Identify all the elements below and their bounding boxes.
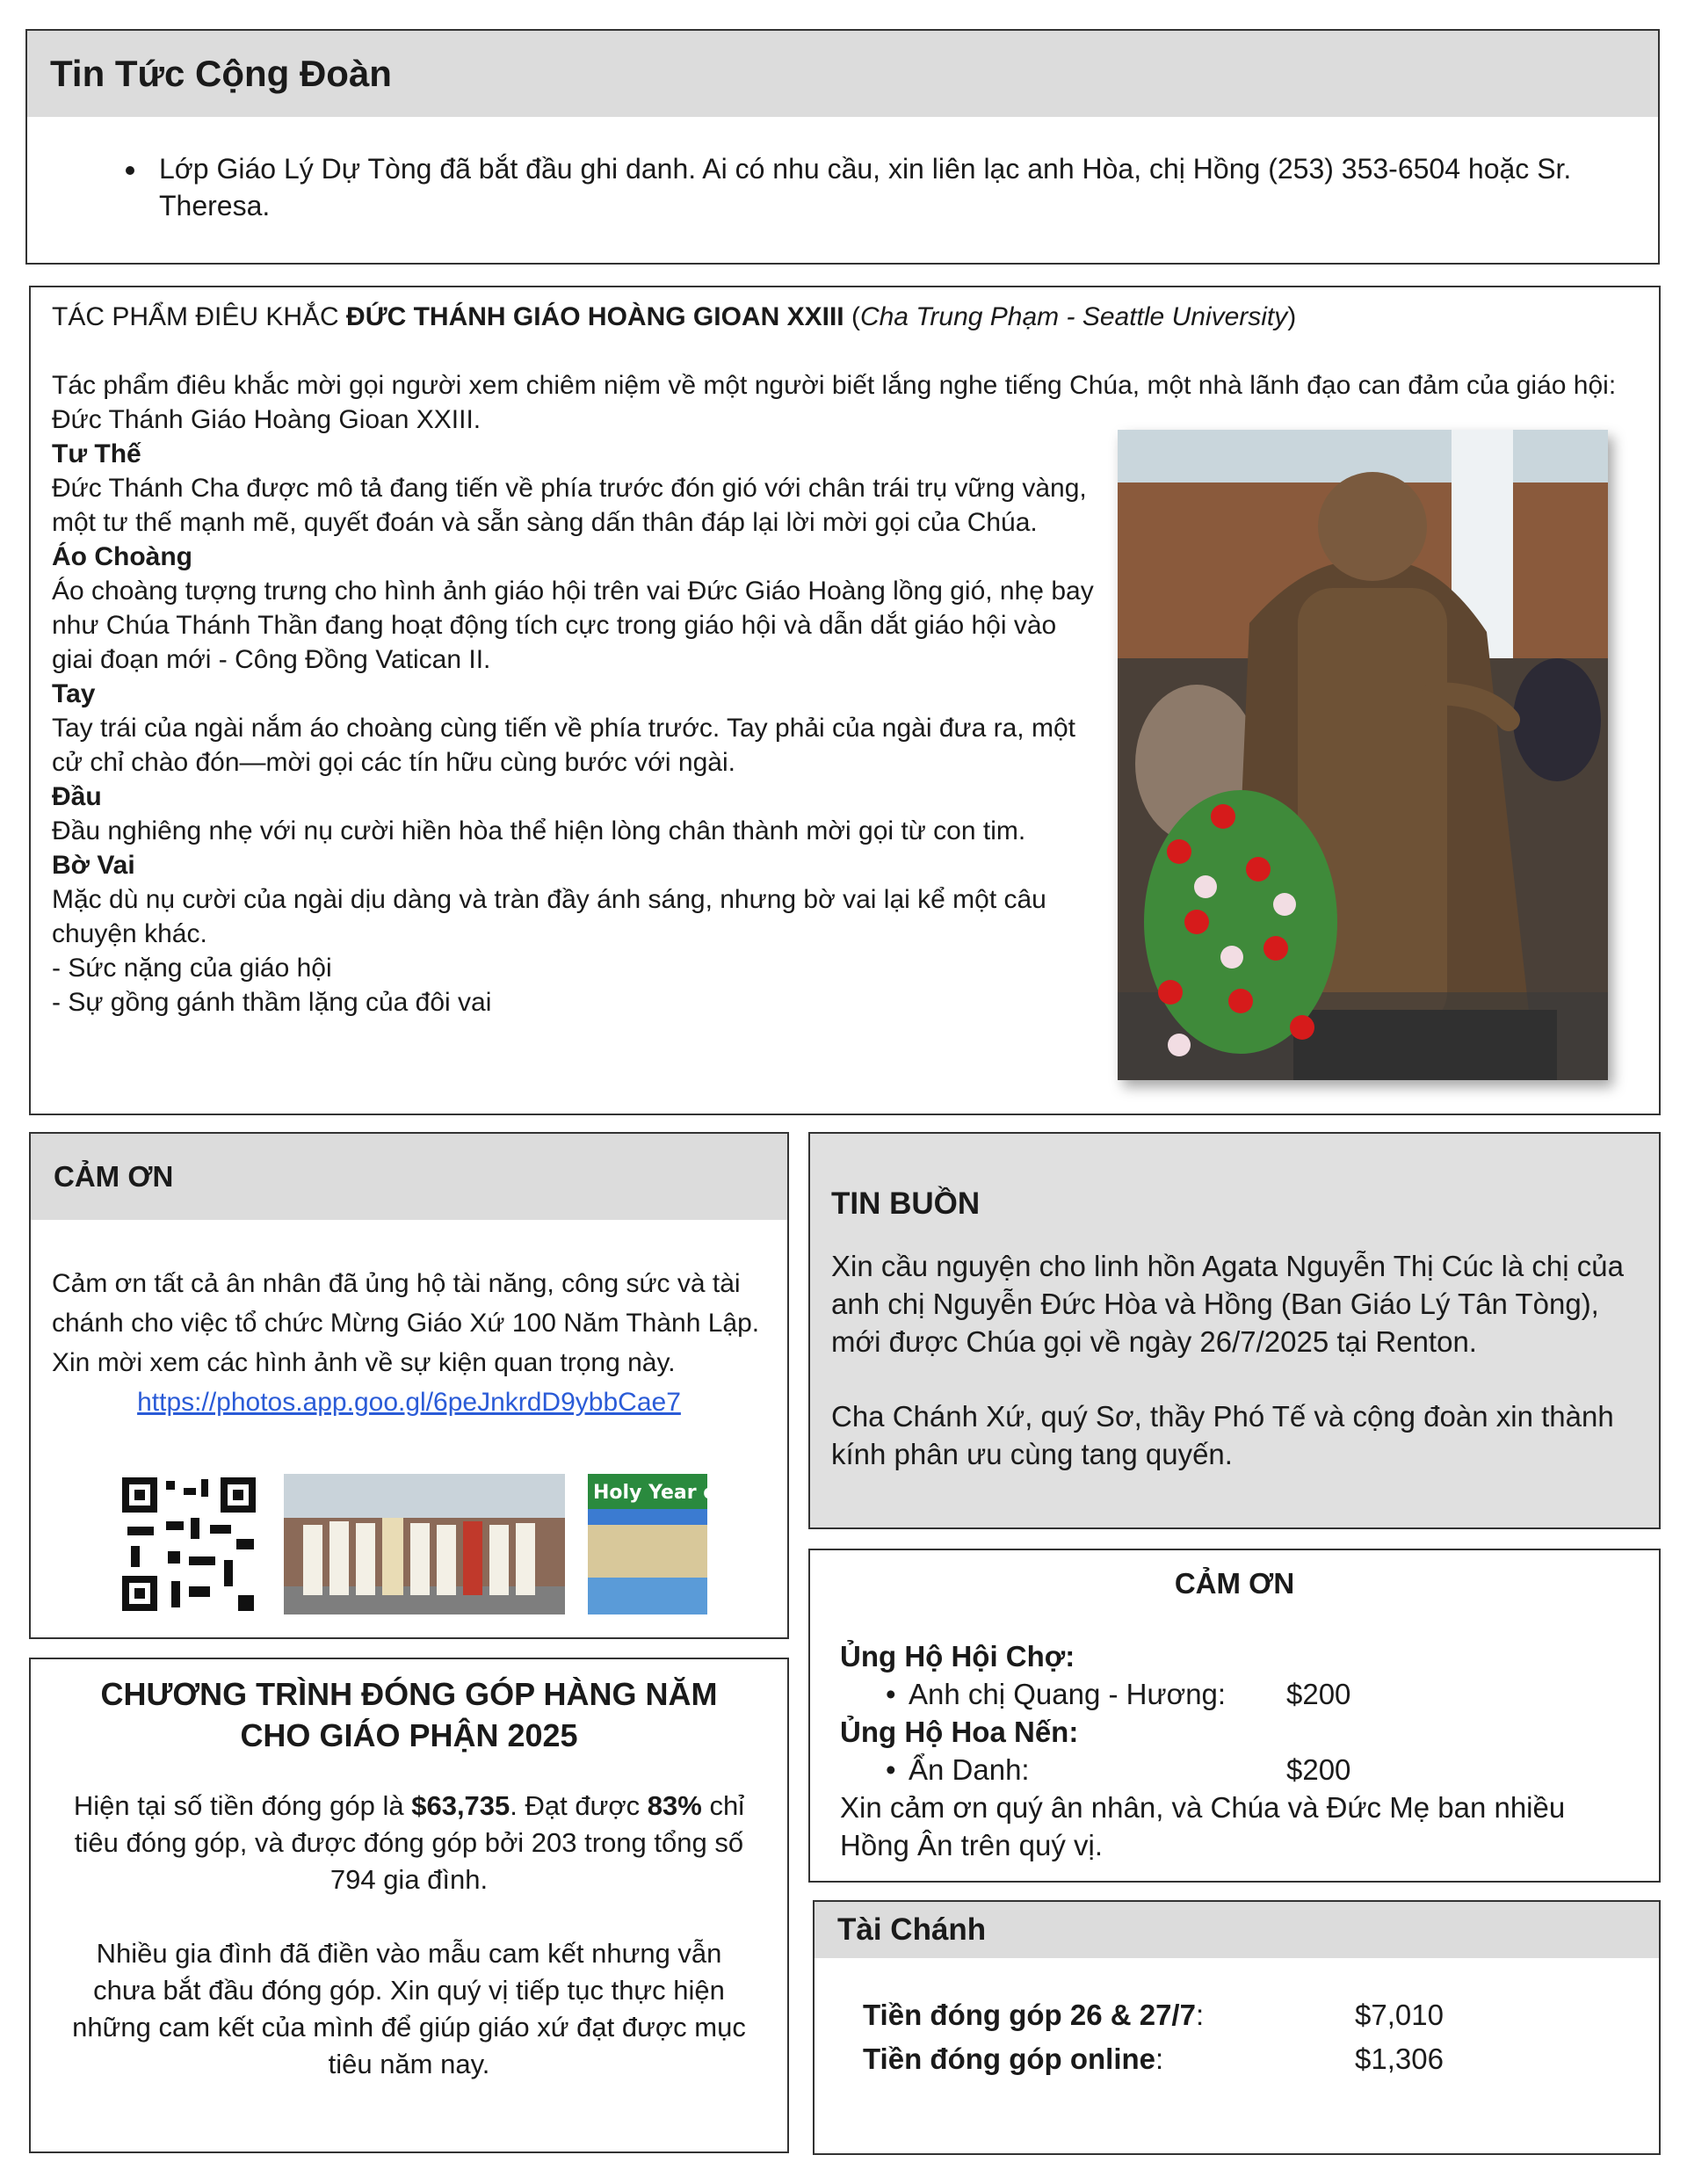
finance-row-online: Tiền đóng góp online: $1,306	[863, 2037, 1611, 2081]
sculpture-intro: Tác phẩm điêu khắc mời gọi người xem chiêm niệm về một người biết lắng nghe tiếng Chúa, một nhà lãnh đạo can đảm của giáo hội: Đức Thánh Giáo Hoàng Gioan XXIII.	[52, 371, 1617, 434]
sculpture-article-box	[29, 286, 1661, 1115]
finance-amount-online: $1,306	[1355, 2043, 1444, 2075]
thanks-donors-closing: Xin cảm ơn quý ân nhân, và Chúa và Đức Mẹ ban nhiều Hồng Ân trên quý vị.	[840, 1791, 1566, 1861]
diocese-appeal-status: Hiện tại số tiền đóng góp là $63,735. Đạt được 83% chỉ tiêu đóng góp, và được đóng góp bởi 203 trong tổng số 794 gia đình.	[73, 1790, 745, 1895]
community-news-list	[27, 150, 1658, 224]
qr-code-icon	[119, 1474, 259, 1614]
section-text-shoulders: Mặc dù nụ cười của ngài dịu dàng và tràn đầy ánh sáng, nhưng bờ vai lại kể một câu chuyện khác.	[52, 885, 1046, 948]
donor-amount: $200	[1286, 1753, 1351, 1786]
condolence-title: TIN BUỒN	[831, 1186, 981, 1221]
thanks-centennial-invite: Xin mời xem các hình ảnh về sự kiện quan trọng này.	[52, 1348, 676, 1377]
diocese-appeal-title: CHƯƠNG TRÌNH ĐÓNG GÓP HÀNG NĂM CHO GIÁO PHẬN 2025	[100, 1676, 718, 1753]
finance-box	[813, 1900, 1661, 2155]
statue-photo	[1118, 430, 1608, 1080]
section-heading-shoulders: Bờ Vai	[52, 851, 135, 880]
section-text-posture: Đức Thánh Cha được mô tả đang tiến về phía trước đón gió với chân trái trụ vững vàng, một tư thế mạnh mẽ, quyết đoán và sẵn sàng dấn thân đáp lại lời mời gọi của Chúa.	[52, 474, 1087, 537]
diocese-appeal-box	[29, 1658, 789, 2153]
community-news-item: • Lớp Giáo Lý Dự Tòng đã bắt đầu ghi danh. Ai có nhu cầu, xin liên lạc anh Hòa, chị Hồng (253) 353-6504 hoặc Sr. Theresa.	[148, 150, 1632, 224]
banner-text: Holy Year o	[593, 1482, 707, 1504]
event-thumbnails	[92, 1472, 707, 1617]
thumbnail-strip	[92, 1472, 707, 1617]
section-heading-posture: Tư Thế	[52, 439, 141, 468]
section-heading-head: Đầu	[52, 782, 102, 811]
sculpture-title: TÁC PHẨM ĐIÊU KHẮC ĐỨC THÁNH GIÁO HOÀNG GIOAN XXIII (Cha Trung Phạm - Seattle University)	[52, 302, 1297, 331]
donor-group-flowers: Ủng Hộ Hoa Nến:	[840, 1716, 1079, 1748]
finance-amount-weekend: $7,010	[1355, 1999, 1444, 2031]
donor-row: • Anh chị Quang - Hương: $200	[840, 1675, 1629, 1713]
thanks-donors-box	[808, 1549, 1661, 1883]
finance-row-weekend: Tiền đóng góp 26 & 27/7: $7,010	[863, 1993, 1611, 2037]
thanks-centennial-body	[31, 1220, 787, 1422]
section-text-cloak: Áo choàng tượng trưng cho hình ảnh giáo hội trên vai Đức Giáo Hoàng lồng gió, nhẹ bay như Chúa Thánh Thần đang hoạt động tích cực trong giáo hội và dẫn dắt giáo hội vào giai đoạn mới - Công Đồng Vatican II.	[52, 577, 1094, 674]
community-news-title: Tin Tức Cộng Đoàn	[27, 31, 1658, 117]
donor-group-fair: Ủng Hộ Hội Chợ:	[840, 1640, 1075, 1672]
thanks-centennial-box	[29, 1132, 789, 1639]
photos-link[interactable]: https://photos.app.goo.gl/6peJnkrdD9ybbCae7	[137, 1388, 681, 1417]
section-heading-cloak: Áo Choàng	[52, 542, 192, 571]
shoulders-bullet-2: - Sự gồng gánh thầm lặng của đôi vai	[52, 988, 492, 1017]
shoulders-bullet-1: - Sức nặng của giáo hội	[52, 954, 332, 983]
group-photo-thumbnail	[284, 1474, 565, 1614]
community-news-box	[25, 29, 1660, 265]
appeal-percent: 83%	[647, 1790, 702, 1821]
thanks-centennial-text: Cảm ơn tất cả ân nhân đã ủng hộ tài năng, công sức và tài chánh cho việc tổ chức Mừng Giáo Xứ 100 Năm Thành Lập.	[52, 1269, 760, 1338]
condolence-sympathy: Cha Chánh Xứ, quý Sơ, thầy Phó Tế và cộng đoàn xin thành kính phân ưu cùng tang quyến.	[831, 1400, 1614, 1470]
sculpture-article-text	[52, 300, 1617, 1019]
section-heading-hands: Tay	[52, 679, 96, 708]
diocese-appeal-request: Nhiều gia đình đã điền vào mẫu cam kết nhưng vẫn chưa bắt đầu đóng góp. Xin quý vị tiếp tục thực hiện những cam kết của mình để giúp giáo xứ đạt được mục tiêu năm nay.	[72, 1938, 746, 2079]
donor-amount: $200	[1286, 1678, 1351, 1710]
condolence-text: Xin cầu nguyện cho linh hồn Agata Nguyễn Thị Cúc là chị của anh chị Nguyễn Đức Hòa và Hồng (Ban Giáo Lý Tân Tòng), mới được Chúa gọi về ngày 26/7/2025 tại Renton.	[831, 1250, 1624, 1358]
thanks-donors-title: CẢM ƠN	[1174, 1567, 1295, 1600]
section-text-head: Đầu nghiêng nhẹ với nụ cười hiền hòa thể hiện lòng chân thành mời gọi từ con tim.	[52, 816, 1026, 845]
holy-year-banner-thumbnail	[588, 1474, 707, 1614]
finance-title: Tài Chánh	[815, 1902, 1659, 1958]
statue-illustration	[1118, 430, 1608, 1080]
thanks-centennial-title: CẢM ƠN	[31, 1134, 787, 1220]
appeal-amount: $63,735	[411, 1790, 510, 1821]
donor-row: • Ẩn Danh: $200	[840, 1751, 1629, 1789]
condolence-box	[808, 1132, 1661, 1529]
section-text-hands: Tay trái của ngài nắm áo choàng cùng tiến về phía trước. Tay phải của ngài đưa ra, một cử chỉ chào đón—mời gọi các tín hữu cùng bước với ngài.	[52, 714, 1075, 777]
